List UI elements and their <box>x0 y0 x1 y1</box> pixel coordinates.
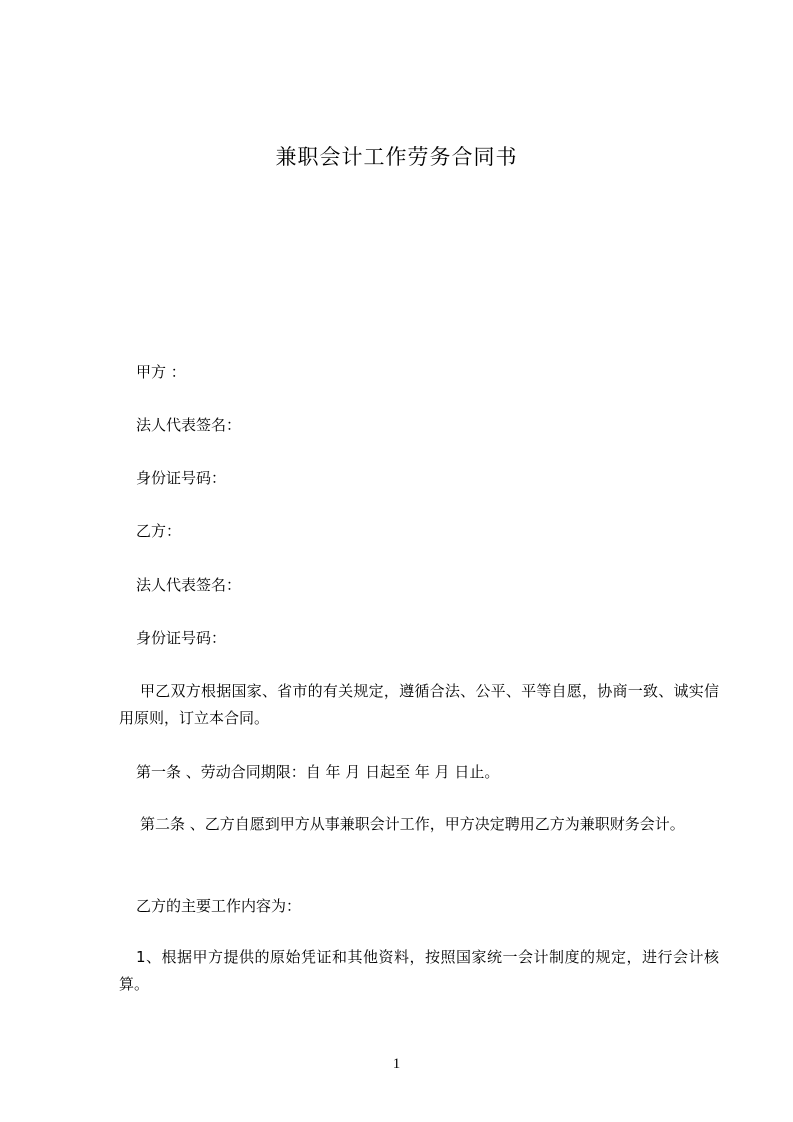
party-b-representative-signature: 法人代表签名： <box>136 576 242 594</box>
preamble-paragraph: 甲乙双方根据国家、省市的有关规定，遵循合法、公平、平等自愿，协商一致、诚实信用原则，订立本合同。 <box>119 682 719 727</box>
document-title: 兼职会计工作劳务合同书 <box>275 145 518 169</box>
page-number: 1 <box>392 1056 401 1072</box>
duty-item-1: 1、根据甲方提供的原始凭证和其他资料，按照国家统一会计制度的规定，进行会计核算。 <box>119 948 719 993</box>
article-1-contract-term: 第一条 、劳动合同期限：自 年 月 日起至 年 月 日止。 <box>136 763 500 781</box>
party-a-representative-signature: 法人代表签名： <box>136 416 242 434</box>
article-2-employment: 第二条 、乙方自愿到甲方从事兼职会计工作，甲方决定聘用乙方为兼职财务会计。 <box>140 815 685 833</box>
party-b-id-number: 身份证号码： <box>136 629 227 647</box>
party-a-label: 甲方 ： <box>136 363 186 381</box>
party-a-id-number: 身份证号码： <box>136 469 227 487</box>
duties-heading: 乙方的主要工作内容为： <box>136 897 302 915</box>
party-b-label: 乙方： <box>136 522 182 540</box>
